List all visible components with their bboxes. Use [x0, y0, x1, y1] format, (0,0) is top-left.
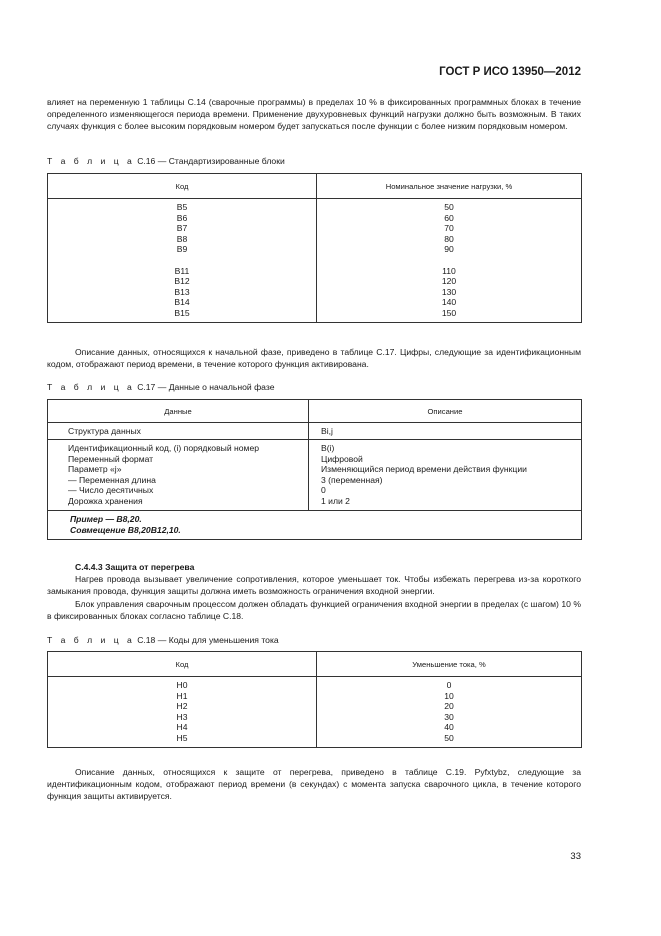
current-reduction-value: 10 [444, 690, 454, 701]
current-reduction-value: 0 [446, 680, 452, 690]
table-c16-caption-text: С.16 — Стандартизированные блоки [137, 156, 285, 166]
data-field-label: Параметр «j» [68, 464, 122, 475]
table-c17-header-data: Данные [48, 400, 309, 423]
data-field-label: Дорожка хранения [68, 495, 143, 506]
block-code: B7 [176, 223, 188, 234]
block-load-value: 70 [444, 223, 454, 234]
table-c17-values-cell [309, 440, 582, 511]
data-field-description: Цифровой [321, 453, 363, 464]
current-reduction-value: 20 [444, 701, 454, 712]
table-c18 [47, 651, 582, 748]
paragraph-initial-phase: Описание данных, относящихся к начальной фазе, приведено в таблице С.17. Цифры, следующие за идентификационным кодом, отображают период времени, в течение которого функция активирована. [47, 347, 581, 370]
table-c17-note [48, 510, 582, 539]
data-field-label: Переменный формат [68, 453, 154, 464]
table-c17-combination: Совмещение B8,20B12,10. [70, 524, 181, 535]
current-reduction-value: 30 [444, 711, 454, 722]
data-field-description: 1 или 2 [321, 495, 350, 506]
table-c17-structure-label: Структура данных [48, 423, 309, 440]
table-c17 [47, 399, 582, 540]
table-c17-labels-cell [48, 440, 309, 511]
data-field-description: Изменяющийся период времени действия функции [321, 464, 527, 475]
table-c17-caption-prefix: Т а б л и ц а [47, 382, 135, 392]
data-field-label: Идентификационный код, (i) порядковый номер [68, 443, 260, 453]
block-code: B6 [176, 212, 188, 223]
block-load-value: 120 [441, 276, 457, 287]
block-load-value: 80 [444, 233, 454, 244]
block-load-value: 90 [444, 244, 454, 255]
block-code: B14 [174, 297, 190, 308]
block-code: B15 [174, 307, 190, 318]
section-number: С.4.4.3 [75, 562, 103, 572]
paragraph-control-unit: Блок управления сварочным процессом должен обладать функцией ограничения входной энергии в пределах (с шагом) 10 % в фиксированных блоках согласно таблице С.18. [47, 599, 581, 622]
table-c16-header-load: Номинальное значение нагрузки, % [317, 174, 582, 199]
table-c16-code-cell [48, 199, 317, 323]
block-code: B9 [176, 244, 188, 255]
data-field-description: 3 (переменная) [321, 474, 383, 485]
block-code: B12 [174, 276, 190, 287]
reduction-code: H2 [176, 701, 188, 712]
table-c17-caption [47, 382, 275, 392]
paragraph-overheat: Нагрев провода вызывает увеличение сопротивления, которое уменьшает ток. Чтобы избежать перегрева из-за короткого замыкания провода, функция защиты должна иметь возможность ограничения входной энергии. [47, 574, 581, 597]
block-load-value: 50 [444, 202, 454, 212]
paragraph-overheat-data: Описание данных, относящихся к защите от перегрева, приведено в таблице С.19. Pyfxtybz, следующие за идентификационным кодом, отображают период времени (в секундах) с момента запуска сварочного цикла, в течение которого функция защиты активируется. [47, 767, 581, 802]
table-c18-value-cell [317, 677, 582, 748]
table-c18-header-reduction: Уменьшение тока, % [317, 652, 582, 677]
table-c18-caption [47, 635, 279, 645]
block-code: B13 [174, 286, 190, 297]
reduction-code: H5 [176, 732, 188, 743]
reduction-code: H0 [176, 680, 188, 690]
current-reduction-value: 40 [444, 722, 454, 733]
block-load-value: 150 [441, 307, 457, 318]
section-title: Защита от перегрева [105, 562, 195, 572]
block-load-value: 130 [441, 286, 457, 297]
block-load-value: 140 [441, 297, 457, 308]
table-c17-structure-value: Bi,j [309, 423, 582, 440]
block-code: B8 [176, 233, 188, 244]
table-c18-code-cell [48, 677, 317, 748]
block-code: B11 [174, 265, 190, 276]
table-c16-value-cell [317, 199, 582, 323]
reduction-code: H3 [176, 711, 188, 722]
data-field-description: 0 [321, 485, 326, 496]
data-field-label: — Переменная длина [68, 474, 156, 485]
current-reduction-value: 50 [444, 732, 454, 743]
block-code: B5 [176, 202, 188, 212]
data-field-description: B(i) [321, 443, 335, 453]
table-c18-caption-prefix: Т а б л и ц а [47, 635, 135, 645]
table-c16-caption [47, 156, 285, 166]
paragraph-intro: влияет на переменную 1 таблицы С.14 (сварочные программы) в пределах 10 % в фиксированных программных блоках в течение определенного изменяющегося периода времени. Применение двухуровневых функций нагрузки должно быть возможным. В таких случаях функция с более высоким порядковым номером будет запускаться после функции с более низким порядковым номером. [47, 97, 581, 132]
table-c17-caption-text: С.17 — Данные о начальной фазе [137, 382, 275, 392]
table-c16 [47, 173, 582, 323]
table-c18-caption-text: С.18 — Коды для уменьшения тока [137, 635, 279, 645]
row-spacer [317, 255, 581, 266]
table-c18-header-code: Код [48, 652, 317, 677]
table-c17-example: Пример — B8,20. [70, 513, 142, 524]
table-c16-header-code: Код [48, 174, 317, 199]
reduction-code: H4 [176, 722, 188, 733]
table-c16-caption-prefix: Т а б л и ц а [47, 156, 135, 166]
block-load-value: 110 [442, 265, 456, 276]
row-spacer [48, 255, 316, 266]
reduction-code: H1 [176, 690, 188, 701]
page-number: 33 [570, 851, 581, 862]
data-field-label: — Число десятичных [68, 485, 154, 496]
section-heading [75, 562, 194, 572]
block-load-value: 60 [444, 212, 454, 223]
document-header: ГОСТ Р ИСО 13950—2012 [439, 66, 581, 78]
table-c17-header-description: Описание [309, 400, 582, 423]
